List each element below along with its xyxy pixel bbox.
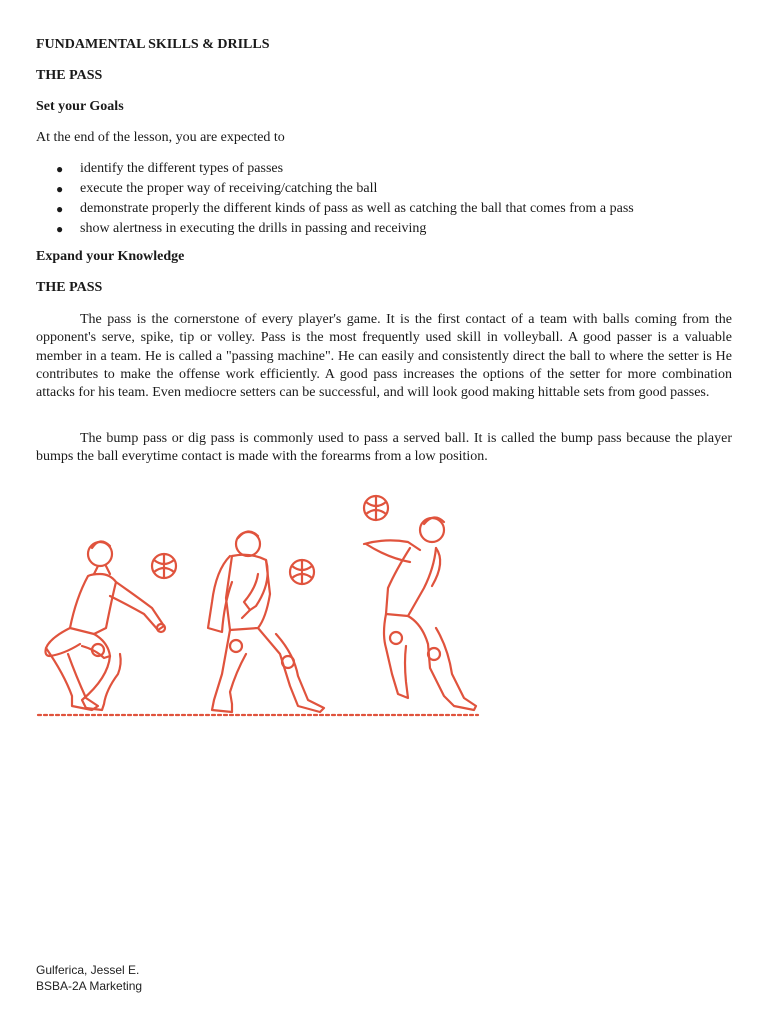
bullet-icon: ● [56, 162, 64, 176]
volleyball-passing-illustration [36, 478, 480, 722]
list-item [36, 219, 634, 239]
document-title: FUNDAMENTAL SKILLS & DRILLS [36, 37, 270, 52]
list-item [36, 199, 634, 219]
player-figure-2 [208, 531, 324, 712]
section-heading-the-pass-2: THE PASS [36, 280, 103, 295]
bullet-icon: ● [56, 202, 64, 216]
list-item [36, 159, 634, 179]
volleyball-icon [152, 554, 176, 578]
goal-text: show alertness in executing the drills in passing and receiving [80, 221, 427, 236]
goal-text: identify the different types of passes [80, 161, 284, 176]
goals-intro: At the end of the lesson, you are expected to [36, 130, 285, 145]
footer [36, 962, 142, 994]
paragraph-bump-pass: The bump pass or dig pass is commonly used to pass a served ball. It is called the bump pass because the player bumps the ball everytime contact is made with the forearms from a low position. [36, 431, 732, 465]
author-name: Gulferica, Jessel E. [36, 963, 140, 977]
goals-heading: Set your Goals [36, 99, 124, 114]
volleyball-icon [364, 496, 388, 520]
section-heading-the-pass: THE PASS [36, 68, 103, 83]
bullet-icon: ● [56, 222, 64, 236]
goal-text: demonstrate properly the different kinds of pass as well as catching the ball that comes from a pass [80, 201, 634, 216]
goal-text: execute the proper way of receiving/catching the ball [80, 181, 378, 196]
paragraph-pass-intro: The pass is the cornerstone of every player's game. It is the first contact of a team with balls coming from the opponent's serve, spike, tip or volley. Pass is the most frequently used skill in volleyball. A good passer is a valuable member in a team. He is called a "passing machine". He can easily and consistently direct the ball to where the setter is He contributes to make the offense work efficiently. A good pass increases the options of the setter for more combination attacks for his team. Even mediocre setters can be successful, and will look good making hittable sets from good passes. [36, 312, 732, 401]
knowledge-heading: Expand your Knowledge [36, 249, 185, 264]
list-item [36, 179, 634, 199]
player-figure-1 [46, 541, 166, 710]
volleyball-icon [290, 560, 314, 584]
goals-list [36, 159, 634, 239]
bullet-icon: ● [56, 182, 64, 196]
player-figure-3 [364, 517, 476, 710]
course-section: BSBA-2A Marketing [36, 979, 143, 993]
